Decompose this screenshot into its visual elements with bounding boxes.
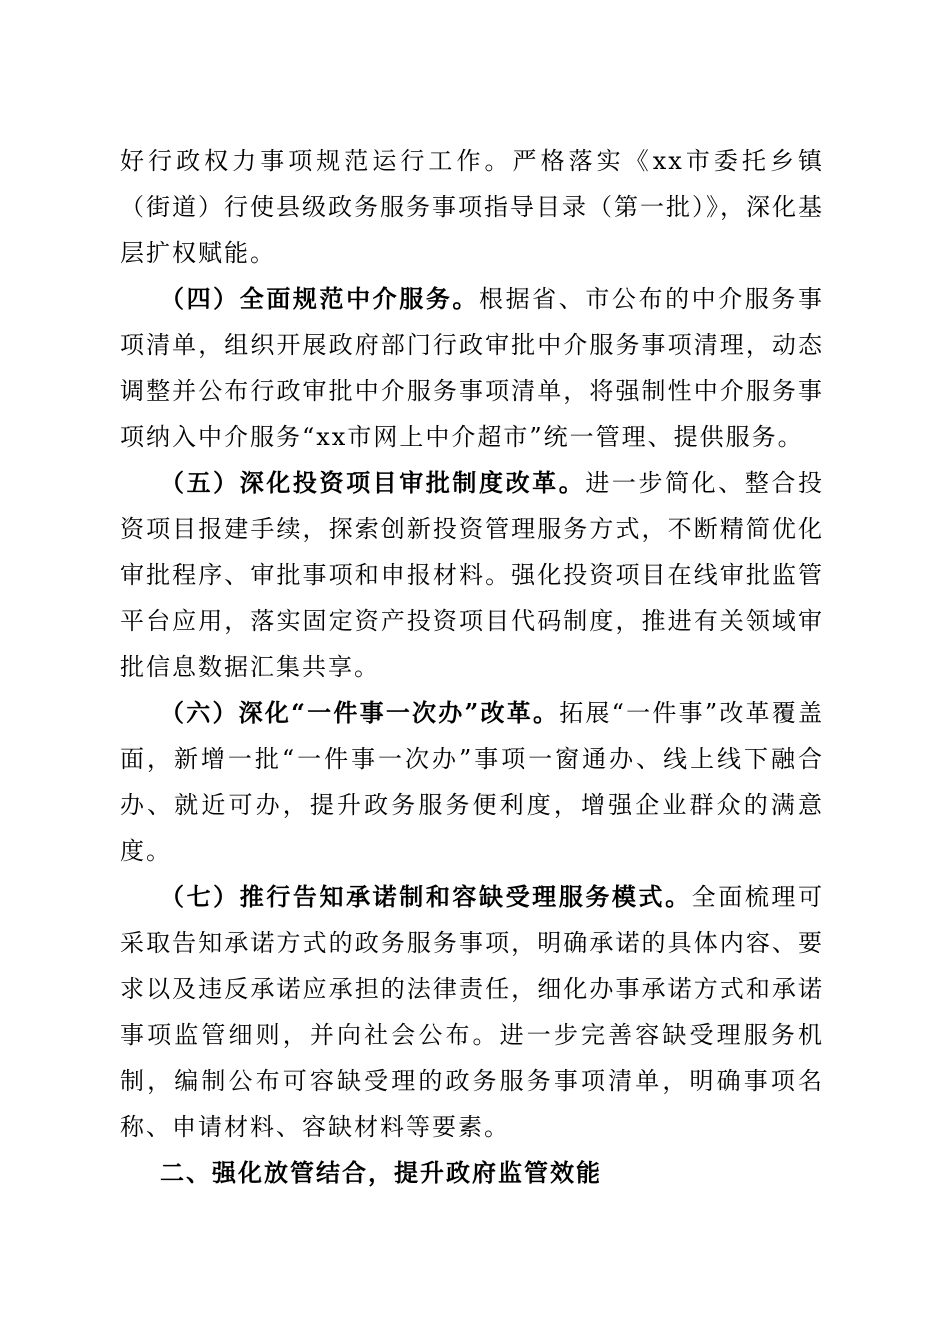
paragraph-lead: （五）深化投资项目审批制度改革。 [160,468,586,497]
paragraph-text: 好行政权力事项规范运行工作。严格落实《xx市委托乡镇（街道）行使县级政务服务事项指导目录（第一批）》，深化基层扩权赋能。 [120,147,824,267]
paragraph-notification-commitment [120,874,824,1150]
paragraph-lead: （六）深化“一件事一次办”改革。 [160,698,560,727]
paragraph-text: 根据省、市公布的中介服务事项清单，组织开展政府部门行政审批中介服务事项清理，动态调整并公布行政审批中介服务事项清单，将强制性中介服务事项纳入中介服务“xx市网上中介超市”统一管理、提供服务。 [120,285,824,451]
paragraph-lead: （七）推行告知承诺制和容缺受理服务模式。 [160,882,692,911]
section-heading: 二、强化放管结合，提升政府监管效能 [160,1159,602,1187]
paragraph-continuation [120,138,824,276]
paragraph-text: 拓展“一件事”改革覆盖面，新增一批“一件事一次办”事项一窗通办、线上线下融合办、就近可办，提升政务服务便利度，增强企业群众的满意度。 [120,699,825,865]
document-page [120,138,824,1196]
paragraph-investment-approval [120,460,824,690]
paragraph-text: 进一步简化、整合投资项目报建手续，探索创新投资管理服务方式，不断精简优化审批程序、审批事项和申报材料。强化投资项目在线审批监管平台应用，落实固定资产投资项目代码制度，推进有关领域审批信息数据汇集共享。 [120,469,825,681]
paragraph-one-thing-once [120,690,824,874]
paragraph-text: 全面梳理可采取告知承诺方式的政务服务事项，明确承诺的具体内容、要求以及违反承诺应承担的法律责任，细化办事承诺方式和承诺事项监管细则，并向社会公布。进一步完善容缺受理服务机制，编制公布可容缺受理的政务服务事项清单，明确事项名称、申请材料、容缺材料等要素。 [120,883,825,1141]
paragraph-lead: （四）全面规范中介服务。 [160,284,479,313]
paragraph-intermediary-services [120,276,824,460]
